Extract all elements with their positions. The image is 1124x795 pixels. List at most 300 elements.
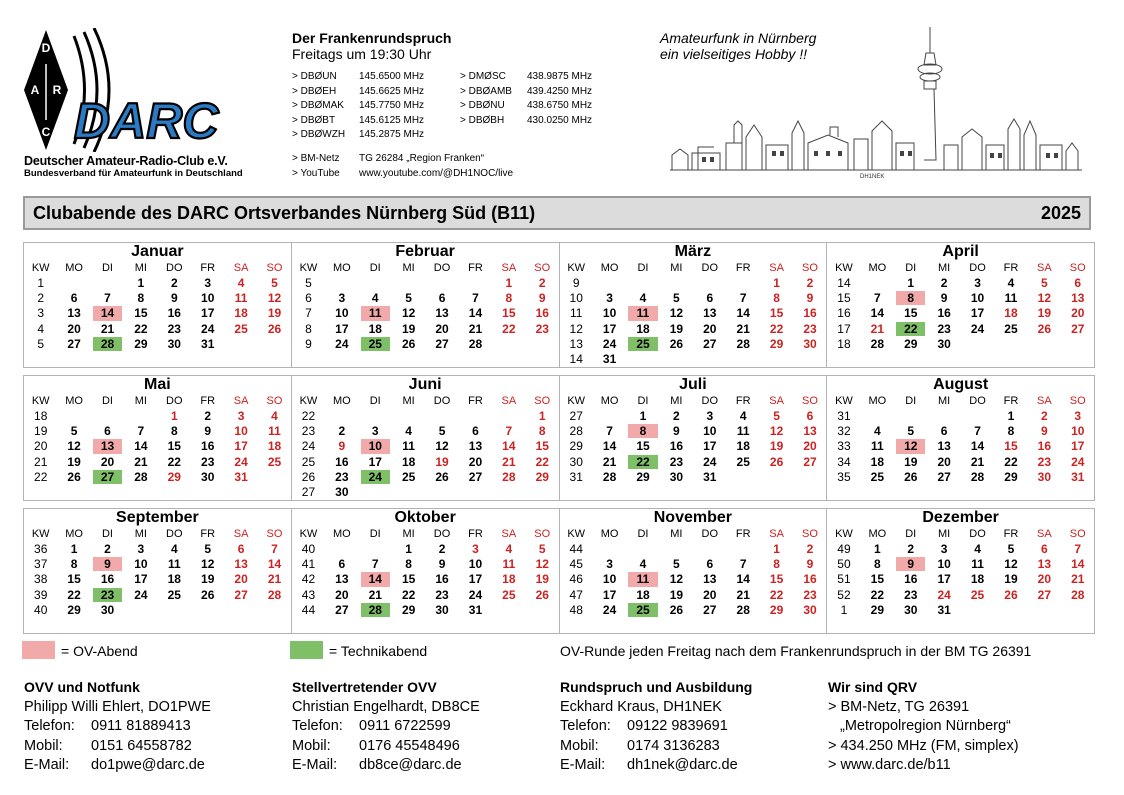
day-cell: 5 [673, 557, 680, 572]
weekday-header: DI [905, 395, 917, 407]
day-cell: 23 [937, 321, 951, 336]
weekday-header: MI [134, 528, 147, 540]
day-cell: 23 [904, 587, 918, 602]
day-cell: 21 [736, 321, 750, 336]
day-cell: 14 [502, 439, 516, 454]
day-cell: 29 [67, 602, 81, 617]
day-cell-ov-abend: 9 [93, 557, 122, 571]
weekday-header: SO [802, 262, 818, 274]
day-cell: 19 [201, 572, 215, 587]
day-cell: 18 [970, 572, 985, 587]
day-cell: 11 [971, 557, 984, 572]
tech-legend-label: = Technikabend [329, 643, 428, 659]
day-cell: 24 [234, 454, 248, 469]
day-cell: 7 [873, 291, 881, 306]
day-cell: 30 [803, 602, 817, 617]
weekday-header: KW [31, 262, 50, 274]
day-cell: 4 [739, 409, 747, 423]
weekday-header: SA [501, 528, 517, 540]
day-cell: 16 [1037, 439, 1052, 454]
day-cell: 14 [736, 572, 750, 587]
weekday-header: SA [769, 395, 784, 407]
day-cell: 4 [639, 557, 647, 572]
day-cell: 3 [606, 557, 613, 572]
day-cell-technikabend: 27 [93, 470, 122, 484]
week-number: 21 [34, 454, 48, 469]
ov-round-note: OV-Runde jeden Freitag nach dem Frankenrundspruch in der BM TG 26391 [560, 643, 1032, 659]
day-cell: 16 [535, 306, 549, 321]
day-cell: 17 [468, 572, 483, 587]
day-cell: 18 [870, 454, 885, 469]
day-cell: 13 [1037, 557, 1052, 572]
day-cell: 22 [870, 587, 885, 602]
ov-legend-label: = OV-Abend [61, 643, 138, 659]
day-cell: 27 [1037, 587, 1052, 602]
day-cell: 18 [502, 572, 516, 587]
day-cell: 12 [669, 306, 684, 321]
day-cell: 1 [137, 276, 145, 290]
contact-title: Stellvertretender OVV [292, 679, 437, 695]
month-november [559, 508, 828, 634]
week-number: 33 [837, 439, 851, 454]
day-cell-technikabend: 25 [628, 603, 657, 617]
contact-row [560, 737, 752, 757]
week-number: 47 [569, 587, 583, 602]
weekday-header: SO [534, 395, 551, 407]
weekday-header: FR [735, 262, 751, 274]
day-cell: 10 [335, 306, 349, 321]
day-cell: 10 [201, 291, 215, 306]
week-number: 14 [837, 276, 851, 290]
contact-label: Telefon: [24, 718, 75, 734]
contact-label: Mobil: [560, 737, 599, 754]
day-cell: 22 [769, 321, 784, 336]
month-name: November [653, 509, 732, 526]
day-cell: 27 [435, 336, 449, 351]
weekday-header: MO [332, 395, 351, 407]
qrv-line-3: > 434.250 MHz (FM, simplex) [828, 737, 1019, 754]
month-juli [559, 375, 828, 501]
month-name: Januar [131, 243, 184, 260]
weekday-header: DO [433, 395, 451, 407]
day-cell: 1 [538, 409, 546, 423]
day-cell: 27 [803, 454, 817, 469]
day-cell: 24 [134, 587, 148, 602]
day-cell: 14 [267, 557, 282, 572]
day-cell: 4 [271, 409, 278, 423]
day-cell-ov-abend: 11 [628, 572, 657, 586]
contact-value: 09122 9839691 [627, 718, 728, 734]
day-cell: 5 [538, 542, 546, 556]
week-number: 5 [37, 336, 45, 351]
day-cell: 29 [769, 336, 784, 351]
week-number: 31 [569, 469, 583, 484]
repeater-frequency: 145.6625 MHz [359, 85, 425, 97]
day-cell: 9 [338, 439, 346, 454]
month-september [23, 508, 292, 634]
day-cell: 25 [870, 469, 885, 484]
repeater-entry [460, 86, 592, 97]
day-cell: 17 [602, 587, 617, 602]
day-cell: 12 [401, 306, 416, 321]
contact-value: 0174 3136283 [627, 737, 720, 754]
day-cell: 16 [201, 439, 215, 454]
day-cell-ov-abend: 11 [628, 306, 657, 320]
day-cell: 10 [234, 424, 248, 439]
day-cell: 29 [769, 602, 784, 617]
day-cell-technikabend: 22 [628, 455, 657, 469]
weekday-header: KW [299, 395, 318, 407]
day-cell: 24 [937, 587, 951, 602]
day-cell: 2 [538, 276, 546, 290]
day-cell: 11 [870, 439, 884, 454]
weekday-header: MI [402, 395, 415, 407]
weekday-header: DI [637, 262, 649, 274]
repeater-frequency: 438.6750 MHz [527, 100, 593, 111]
contact-row [24, 717, 211, 737]
radio-link-value: www.youtube.com/@DH1NOC/live [359, 167, 514, 179]
contact-label: Mobil: [292, 737, 331, 754]
day-cell: 1 [70, 542, 78, 556]
day-cell: 30 [167, 336, 181, 351]
weekday-header: MI [402, 528, 415, 540]
day-cell: 30 [669, 469, 684, 484]
weekday-header: MO [65, 395, 83, 407]
day-cell: 9 [170, 291, 178, 306]
day-cell: 13 [803, 424, 817, 439]
day-cell: 14 [870, 306, 885, 321]
week-number: 22 [34, 469, 48, 484]
weekday-header: KW [567, 262, 586, 274]
day-cell: 20 [335, 587, 349, 602]
day-cell: 6 [338, 557, 346, 572]
day-cell: 4 [1007, 276, 1015, 290]
week-number: 28 [569, 424, 583, 439]
day-cell: 21 [468, 321, 483, 336]
day-cell: 14 [602, 439, 617, 454]
day-cell: 10 [703, 424, 717, 439]
day-cell: 10 [970, 291, 985, 306]
day-cell: 11 [502, 557, 516, 572]
nuremberg-skyline-illustration [668, 25, 1084, 180]
day-cell: 31 [1071, 469, 1085, 484]
day-cell: 18 [636, 321, 650, 336]
day-cell: 6 [70, 291, 78, 306]
day-cell: 17 [134, 572, 148, 587]
day-cell: 15 [535, 439, 549, 454]
day-cell: 16 [435, 572, 449, 587]
club-subtitle: Bundesverband für Amateurfunk in Deutschland [24, 168, 243, 179]
day-cell: 29 [636, 469, 650, 484]
repeater-frequency: 438.9875 MHz [527, 71, 593, 82]
day-cell: 2 [204, 409, 212, 423]
week-number: 12 [569, 321, 583, 336]
day-cell: 8 [773, 291, 780, 306]
day-cell: 19 [669, 321, 684, 336]
contact-row [292, 756, 480, 776]
day-cell: 6 [940, 424, 948, 439]
contact-row [24, 756, 211, 776]
day-cell: 8 [170, 424, 178, 439]
week-number: 43 [301, 587, 316, 602]
repeater-frequency: 145.2875 MHz [359, 129, 425, 140]
week-number: 40 [301, 542, 316, 556]
day-cell-ov-abend: 8 [896, 291, 925, 305]
contact-name: Christian Engelhardt, DB8CE [292, 698, 480, 715]
day-cell: 13 [67, 306, 81, 321]
weekday-header: DI [369, 262, 381, 274]
logo-letter-d: D [41, 41, 51, 55]
month-name: März [674, 243, 712, 260]
day-cell: 5 [907, 424, 915, 439]
day-cell: 19 [669, 587, 684, 602]
day-cell: 23 [669, 454, 684, 469]
day-cell: 4 [371, 291, 379, 306]
contact-title: Rundspruch und Ausbildung [560, 679, 753, 695]
day-cell: 23 [335, 469, 349, 484]
weekday-header: FR [1003, 262, 1019, 274]
repeater-callsign: > DBØBT [292, 114, 336, 126]
month-mai [23, 375, 292, 501]
skyline-credit: DH1NEK [860, 174, 885, 180]
week-number: 8 [305, 321, 312, 336]
weekday-header: MI [938, 395, 951, 407]
day-cell: 21 [870, 321, 885, 336]
day-cell: 13 [435, 306, 449, 321]
week-number: 18 [837, 336, 851, 351]
contact-label: Telefon: [560, 718, 611, 734]
day-cell: 9 [438, 557, 446, 572]
day-cell: 20 [803, 439, 817, 454]
day-cell: 5 [773, 409, 780, 423]
weekday-header: SO [1069, 262, 1086, 274]
day-cell: 16 [100, 572, 115, 587]
day-cell: 11 [402, 439, 415, 454]
contact-label: E-Mail: [560, 757, 606, 773]
weekday-header: FR [200, 395, 216, 407]
day-cell: 1 [1007, 409, 1015, 423]
day-cell: 3 [338, 291, 346, 306]
day-cell: 4 [505, 542, 513, 556]
day-cell: 5 [1040, 276, 1048, 290]
day-cell: 29 [1004, 469, 1018, 484]
contact-label: E-Mail: [24, 757, 70, 773]
day-cell: 15 [1004, 439, 1018, 454]
day-cell: 23 [1037, 454, 1052, 469]
week-number: 30 [569, 454, 583, 469]
week-number: 13 [569, 336, 583, 351]
day-cell: 7 [271, 542, 278, 556]
day-cell: 27 [67, 336, 81, 351]
day-cell: 21 [267, 572, 282, 587]
weekday-header: MO [868, 528, 887, 540]
day-cell-technikabend: 23 [93, 588, 122, 602]
weekday-header: DO [701, 528, 719, 540]
day-cell: 17 [335, 321, 349, 336]
week-number: 44 [301, 602, 316, 617]
week-number: 19 [34, 424, 48, 439]
day-cell: 31 [201, 336, 215, 351]
week-number: 1 [37, 276, 45, 290]
day-cell: 14 [134, 439, 148, 454]
repeater-frequency: 430.0250 MHz [527, 114, 593, 126]
week-number: 37 [34, 557, 48, 572]
day-cell: 25 [234, 321, 248, 336]
weekday-header: DI [101, 528, 113, 540]
day-cell: 12 [1037, 291, 1052, 306]
weekday-header: SA [769, 528, 784, 540]
day-cell: 1 [505, 276, 513, 290]
contact-title: OVV und Notfunk [24, 679, 140, 695]
day-cell: 25 [167, 587, 181, 602]
repeater-frequency: 439.4250 MHz [527, 85, 593, 97]
day-cell-technikabend: 28 [93, 337, 122, 351]
weekday-header: MO [600, 528, 619, 540]
day-cell: 4 [237, 276, 245, 290]
radio-link-label: > YouTube [292, 167, 340, 179]
day-cell: 24 [468, 587, 483, 602]
day-cell: 29 [167, 469, 181, 484]
day-cell: 15 [401, 572, 416, 587]
month-märz [559, 242, 828, 368]
month-name: Juli [679, 376, 707, 393]
month-august [826, 375, 1095, 501]
day-cell: 31 [703, 469, 717, 484]
day-cell: 12 [67, 439, 81, 454]
day-cell: 13 [937, 439, 951, 454]
day-cell: 19 [769, 439, 784, 454]
week-number: 40 [34, 602, 48, 617]
day-cell: 8 [505, 291, 513, 306]
day-cell: 15 [636, 439, 650, 454]
day-cell: 24 [970, 321, 985, 336]
weekday-header: FR [468, 395, 483, 407]
day-cell: 2 [806, 276, 814, 290]
week-number: 23 [301, 424, 316, 439]
day-cell: 17 [201, 306, 215, 321]
week-number: 2 [37, 291, 45, 306]
weekday-header: DI [637, 528, 649, 540]
repeater-entry [292, 71, 424, 82]
day-cell: 30 [435, 602, 449, 617]
day-cell: 11 [268, 424, 281, 439]
month-name: Dezember [922, 509, 999, 526]
day-cell: 17 [703, 439, 717, 454]
contact-row [24, 737, 211, 757]
day-cell: 14 [1071, 557, 1085, 572]
day-cell: 3 [940, 542, 948, 556]
repeater-entry [292, 129, 424, 140]
day-cell-ov-abend: 9 [896, 557, 925, 571]
week-number: 17 [837, 321, 851, 336]
day-cell: 25 [970, 587, 985, 602]
day-cell: 24 [602, 602, 617, 617]
day-cell: 21 [502, 454, 516, 469]
weekday-header: FR [200, 262, 216, 274]
qrv-line-2: „Metropolregion Nürnberg“ [840, 718, 1011, 734]
logo-letter-r: R [52, 83, 62, 97]
week-number: 38 [34, 572, 48, 587]
day-cell: 27 [335, 602, 349, 617]
day-cell: 23 [803, 587, 817, 602]
qrv-block [828, 678, 1019, 776]
day-cell: 20 [234, 572, 248, 587]
day-cell: 26 [669, 602, 684, 617]
day-cell: 23 [201, 454, 215, 469]
day-cell: 11 [736, 424, 750, 439]
day-cell: 8 [70, 557, 78, 572]
weekday-header: SO [802, 528, 818, 540]
day-cell: 18 [636, 587, 650, 602]
weekday-header: SO [266, 395, 283, 407]
darc-logo [22, 28, 247, 152]
hobby-line-2: ein vielseitiges Hobby !! [660, 46, 808, 62]
day-cell: 31 [468, 602, 483, 617]
day-cell: 18 [234, 306, 248, 321]
week-number: 16 [837, 306, 851, 321]
day-cell: 30 [904, 602, 918, 617]
week-number: 49 [837, 542, 851, 556]
week-number: 26 [301, 469, 316, 484]
weekday-header: MI [938, 262, 951, 274]
month-oktober [291, 508, 560, 634]
contact-value: 0151 64558782 [91, 737, 192, 754]
day-cell: 27 [1071, 321, 1085, 336]
weekday-header: DO [969, 395, 986, 407]
day-cell: 22 [535, 454, 549, 469]
weekday-header: DO [433, 528, 451, 540]
day-cell: 4 [974, 542, 981, 556]
weekday-header: KW [835, 528, 853, 540]
day-cell: 28 [736, 602, 750, 617]
club-name: Deutscher Amateur-Radio-Club e.V. [24, 154, 228, 168]
weekday-header: DO [701, 262, 719, 274]
day-cell: 27 [234, 587, 248, 602]
day-cell: 17 [602, 321, 617, 336]
weekday-header: SO [1069, 528, 1086, 540]
day-cell: 14 [970, 439, 985, 454]
day-cell: 8 [137, 291, 145, 306]
weekday-header: SO [802, 395, 818, 407]
day-cell: 20 [937, 454, 951, 469]
day-cell: 26 [1037, 321, 1052, 336]
day-cell: 8 [873, 557, 881, 572]
day-cell: 16 [335, 454, 349, 469]
weekday-header: MI [402, 262, 415, 274]
day-cell: 13 [703, 572, 717, 587]
day-cell: 29 [134, 336, 148, 351]
day-cell: 18 [267, 439, 282, 454]
day-cell: 27 [468, 469, 483, 484]
weekday-header: KW [567, 528, 586, 540]
contact-label: Telefon: [292, 718, 343, 734]
repeater-entry [460, 71, 592, 82]
repeater-callsign: > DBØAMB [460, 85, 512, 97]
weekday-header: SA [1036, 395, 1052, 407]
day-cell: 10 [134, 557, 148, 572]
day-cell: 15 [134, 306, 148, 321]
day-cell: 1 [773, 542, 780, 556]
weekday-header: FR [735, 395, 751, 407]
day-cell: 18 [368, 321, 382, 336]
contact-label: Mobil: [24, 737, 63, 754]
weekday-header: KW [835, 262, 853, 274]
contact-block [560, 678, 752, 776]
day-cell: 2 [907, 542, 915, 556]
contact-row [560, 756, 752, 776]
week-number: 48 [569, 602, 583, 617]
day-cell-ov-abend: 13 [93, 439, 122, 453]
